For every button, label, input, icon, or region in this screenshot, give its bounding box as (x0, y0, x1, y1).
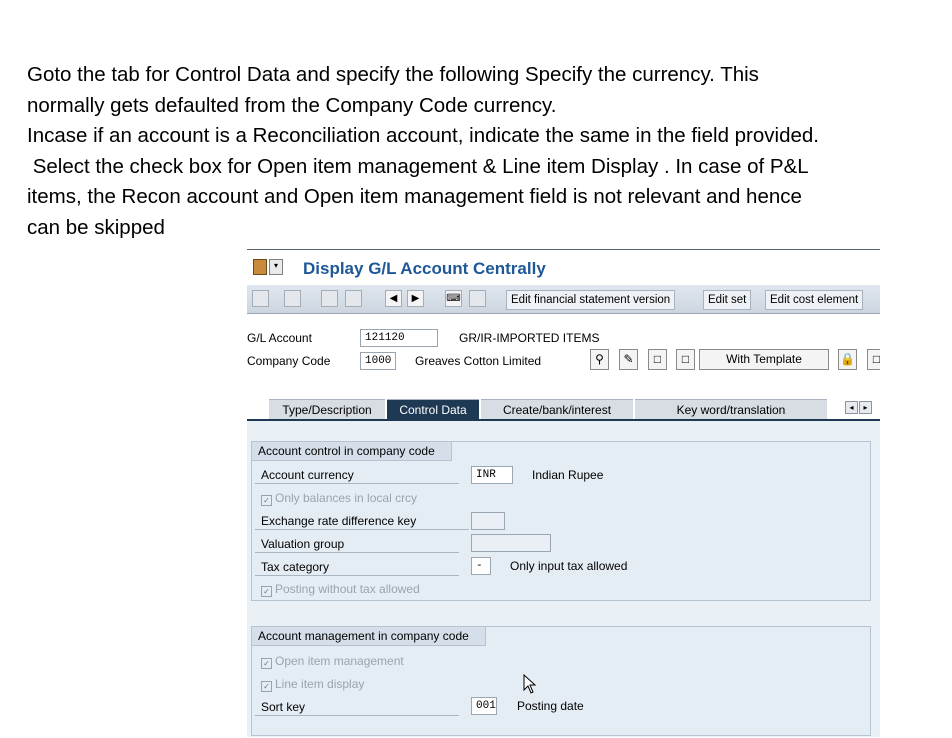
window-top-border (247, 249, 880, 250)
lock-icon[interactable]: 🔒 (838, 349, 857, 370)
copy-icon[interactable] (321, 290, 338, 307)
document-icon-2[interactable]: □ (867, 349, 880, 370)
account-currency-description: Indian Rupee (532, 468, 604, 482)
delete-icon[interactable] (345, 290, 362, 307)
sort-key-field[interactable]: 001 (471, 697, 497, 715)
previous-icon[interactable]: ◀ (385, 290, 402, 307)
sort-key-label: Sort key (255, 698, 459, 716)
tab-create-bank-interest[interactable]: Create/bank/interest (481, 399, 633, 420)
window-title: Display G/L Account Centrally (303, 259, 546, 278)
sap-window (247, 249, 880, 737)
only-balances-label: Only balances in local crcy (275, 491, 418, 505)
control-data-panel (247, 421, 880, 737)
mouse-pointer-icon (523, 674, 537, 694)
account-management-title: Account management in company code (252, 627, 486, 646)
company-name: Greaves Cotton Limited (415, 354, 542, 368)
company-code-label: Company Code (247, 354, 331, 368)
posting-without-tax-label: Posting without tax allowed (275, 582, 420, 596)
account-control-group (251, 441, 871, 601)
tab-type-description[interactable]: Type/Description (269, 399, 385, 420)
edit-fs-version-button[interactable]: Edit financial statement version (506, 290, 675, 310)
account-currency-label: Account currency (255, 466, 459, 484)
instruction-line-6: can be skipped (27, 215, 165, 239)
where-used-icon[interactable]: ⌨ (445, 290, 462, 307)
line-item-checkbox[interactable] (255, 675, 459, 693)
line-item-label: Line item display (275, 677, 365, 691)
edit-cost-element-button[interactable]: Edit cost element (765, 290, 863, 310)
instruction-line-4: Select the check box for Open item management & Line item Display . In case of P&L (27, 154, 809, 178)
gl-account-field[interactable]: 121120 (360, 329, 438, 347)
pencil-icon[interactable]: ✎ (619, 349, 638, 370)
exchange-rate-field[interactable] (471, 512, 505, 530)
valuation-group-label: Valuation group (255, 535, 459, 553)
document-icon[interactable]: □ (676, 349, 695, 370)
account-currency-field[interactable]: INR (471, 466, 513, 484)
open-item-label: Open item management (275, 654, 404, 668)
open-item-checkbox[interactable] (255, 652, 459, 670)
gl-account-label: G/L Account (247, 331, 312, 345)
valuation-group-field[interactable] (471, 534, 551, 552)
tax-category-description: Only input tax allowed (510, 559, 628, 573)
system-menu-icon[interactable] (253, 259, 267, 275)
checkbox-checked-icon: ✓ (261, 681, 272, 692)
company-code-field[interactable]: 1000 (360, 352, 396, 370)
application-toolbar (247, 285, 880, 314)
posting-without-tax-checkbox[interactable] (255, 580, 459, 598)
checkbox-checked-icon: ✓ (261, 586, 272, 597)
with-template-button[interactable]: With Template (699, 349, 829, 370)
exchange-rate-label: Exchange rate difference key (255, 512, 469, 530)
instruction-line-5: items, the Recon account and Open item management field is not relevant and hence (27, 185, 802, 208)
tax-category-field[interactable]: - (471, 557, 491, 575)
checkbox-checked-icon: ✓ (261, 658, 272, 669)
only-balances-checkbox[interactable] (255, 489, 459, 507)
instruction-line-3: Incase if an account is a Reconciliation account, indicate the same in the field provided. (27, 124, 819, 147)
tab-control-data[interactable]: Control Data (387, 399, 479, 420)
edit-set-button[interactable]: Edit set (703, 290, 751, 310)
change-display-icon[interactable] (252, 290, 269, 307)
instruction-line-1: Goto the tab for Control Data and specify the following Specify the currency. This (27, 63, 759, 86)
glasses-icon[interactable]: ⚲ (590, 349, 609, 370)
sort-key-description: Posting date (517, 699, 584, 713)
next-icon[interactable]: ▶ (407, 290, 424, 307)
title-bar (247, 251, 880, 285)
tax-category-label: Tax category (255, 558, 459, 576)
create-icon[interactable] (284, 290, 301, 307)
tab-scroll-left-icon[interactable]: ◂ (845, 401, 858, 414)
tab-scroll-right-icon[interactable]: ▸ (859, 401, 872, 414)
account-management-group (251, 626, 871, 736)
tab-key-word-translation[interactable]: Key word/translation (635, 399, 827, 420)
gl-account-description: GR/IR-IMPORTED ITEMS (459, 331, 600, 345)
create-document-icon[interactable]: □ (648, 349, 667, 370)
dropdown-menu-icon[interactable]: ▾ (269, 259, 283, 275)
instruction-line-2: normally gets defaulted from the Company Code currency. (27, 93, 557, 117)
instruction-text (27, 60, 947, 243)
account-control-title: Account control in company code (252, 442, 452, 461)
checkbox-checked-icon: ✓ (261, 495, 272, 506)
info-icon[interactable] (469, 290, 486, 307)
